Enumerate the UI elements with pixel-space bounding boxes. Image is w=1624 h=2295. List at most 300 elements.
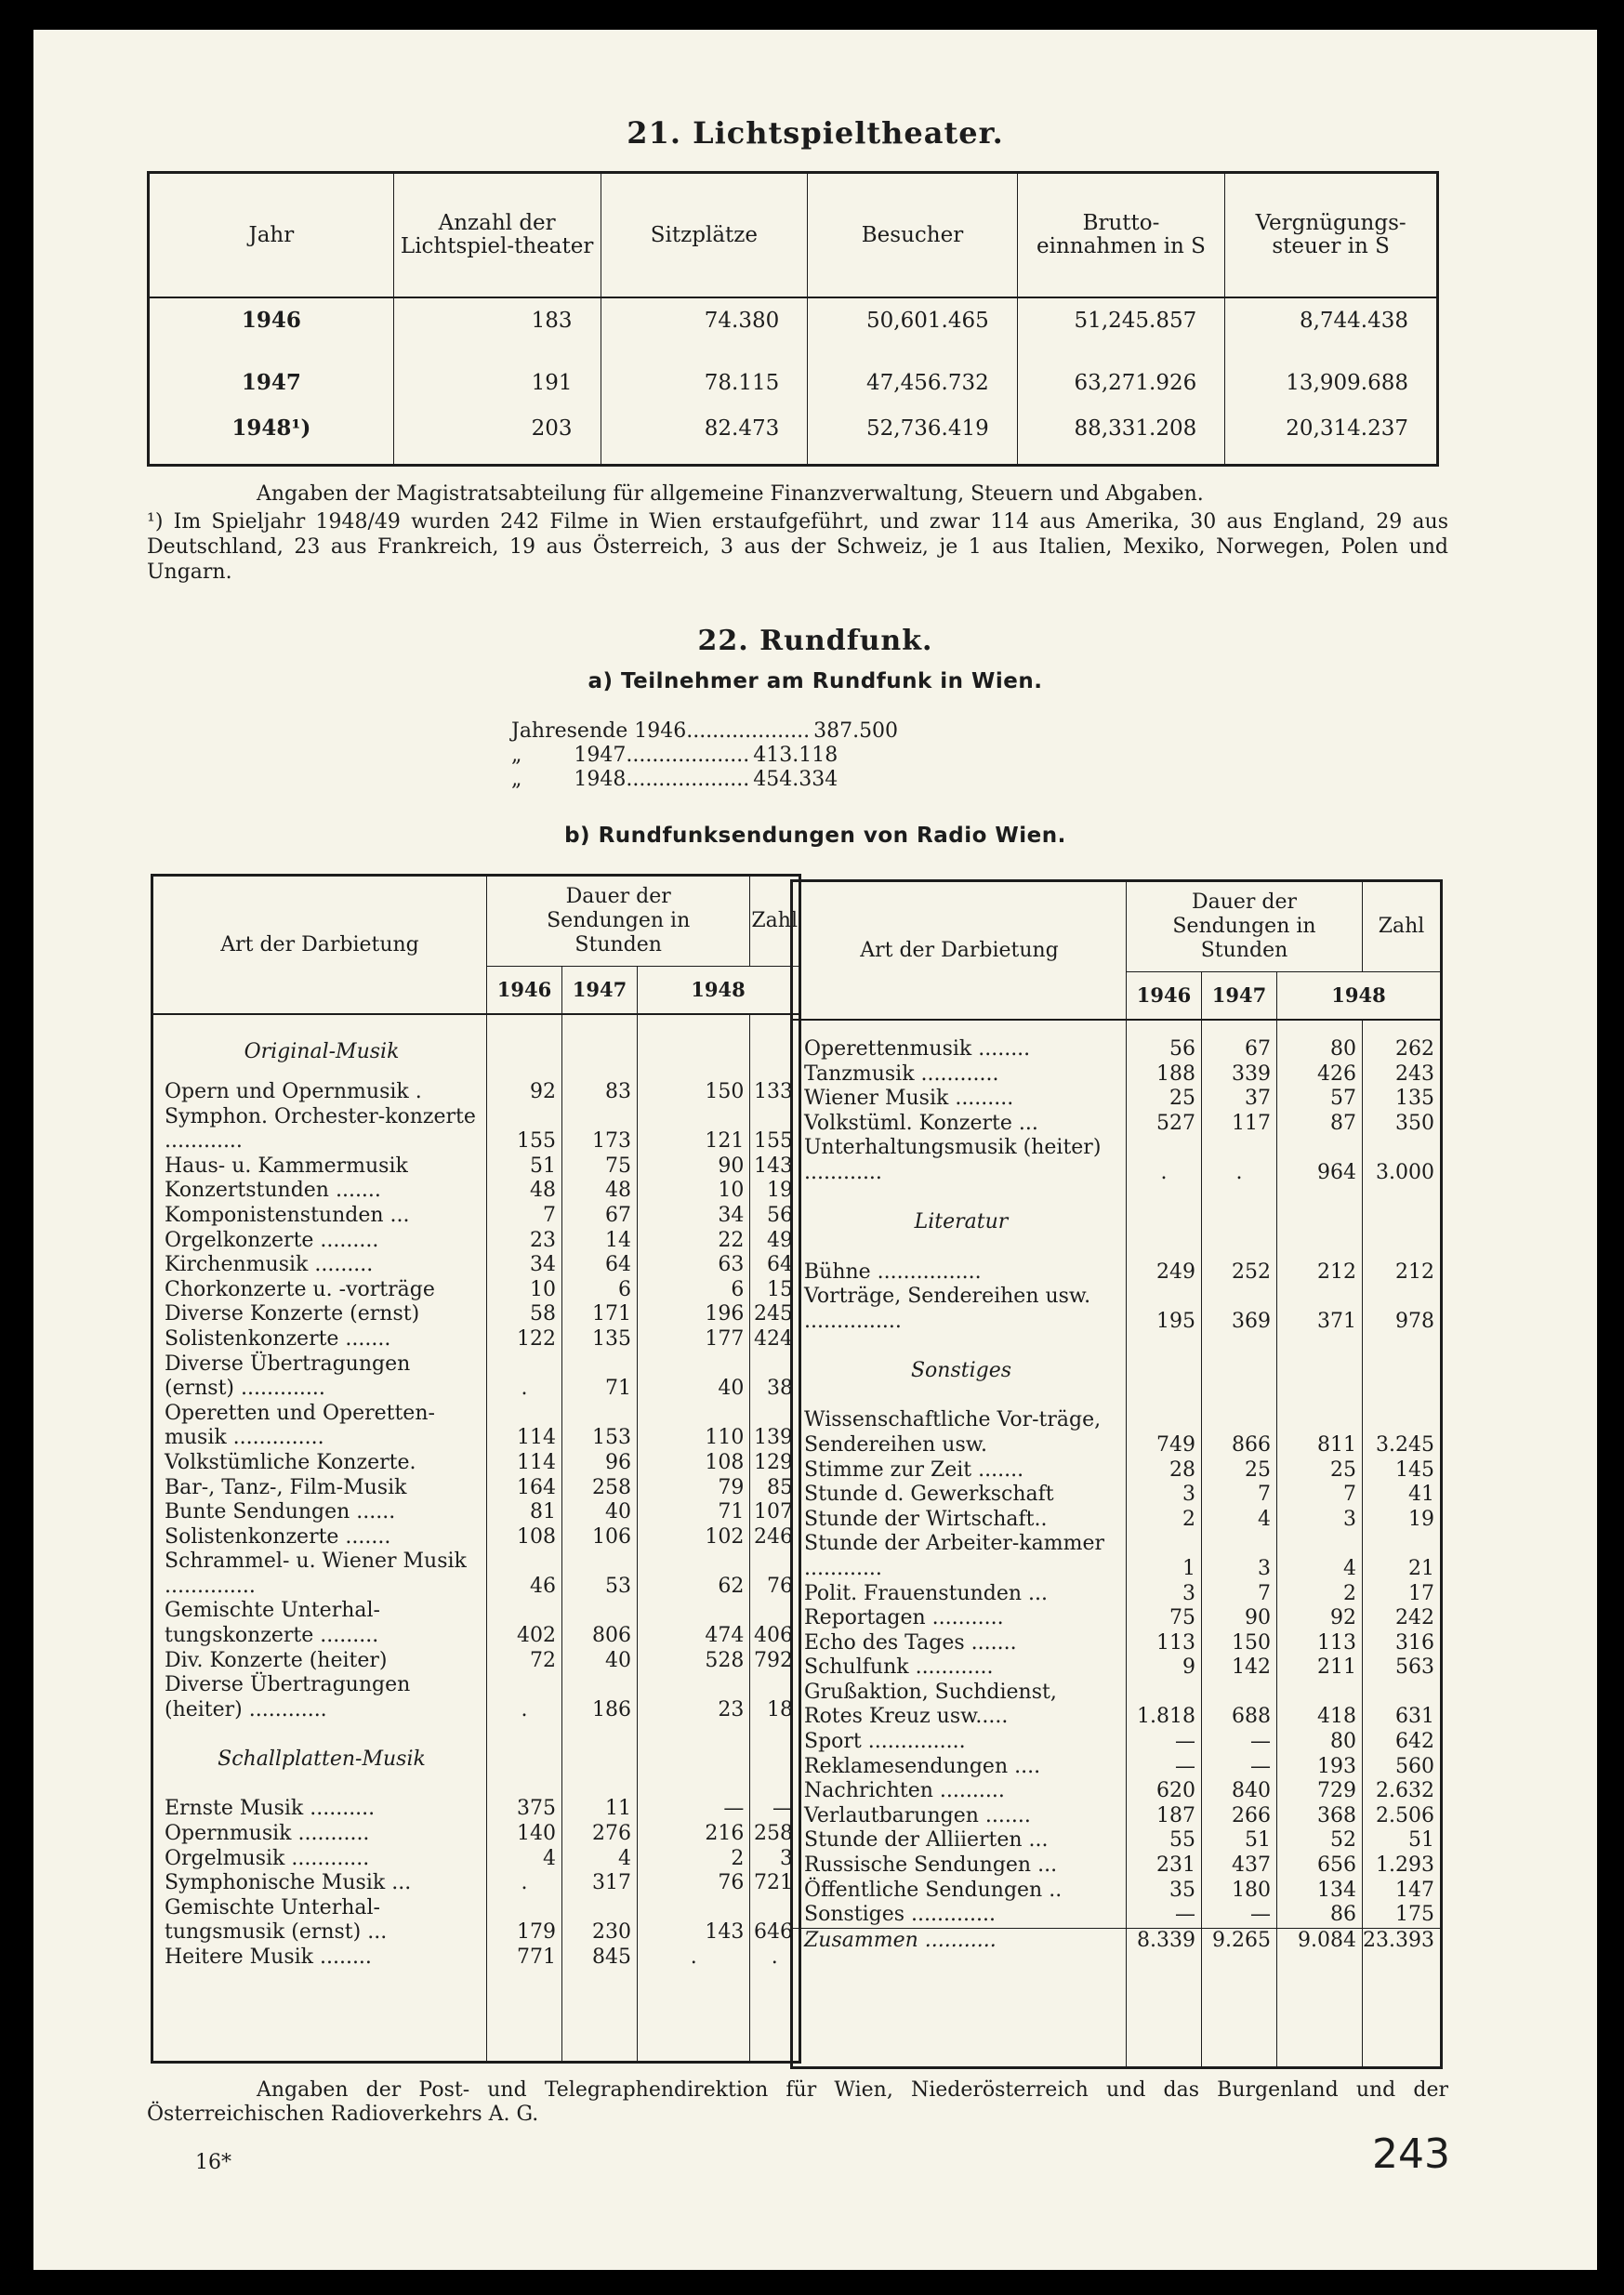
- value-cell: 806: [562, 1599, 638, 1648]
- value-cell: 371: [1277, 1285, 1363, 1334]
- row-label: Nachrichten ..........: [792, 1779, 1127, 1804]
- value-cell: 7: [1202, 1483, 1277, 1508]
- value-cell: 9: [1127, 1655, 1202, 1681]
- value-cell: 92: [1277, 1606, 1363, 1631]
- value-cell: 266: [1202, 1804, 1277, 1829]
- table-row: [152, 1253, 800, 1278]
- listener-label: „ 1948: [511, 768, 627, 791]
- year-header: 1946: [1127, 972, 1202, 1021]
- row-label: Div. Konzerte (heiter): [152, 1649, 487, 1674]
- spacer-cell: [1202, 1953, 1277, 2067]
- value-cell: 187: [1127, 1804, 1202, 1829]
- table-row: [792, 1755, 1442, 1780]
- value-cell: 23.393: [1363, 1928, 1434, 1952]
- empty-cell: [1277, 1186, 1363, 1260]
- value-cell: 375: [487, 1797, 562, 1822]
- row-label: Reportagen ...........: [792, 1606, 1127, 1631]
- table-row: [152, 1278, 800, 1303]
- table-row: [152, 1229, 800, 1254]
- value-cell: 4: [1277, 1532, 1363, 1581]
- value-cell: 25: [1202, 1458, 1277, 1484]
- value-cell: 193: [1277, 1755, 1363, 1780]
- spacer-cell: [792, 1020, 1127, 1037]
- value-cell: 180: [1202, 1879, 1277, 1904]
- section-22-source: Angaben der Post- und Telegraphendirektion für Wien, Niederösterreich und das Burgenland und der Österreichischen Radioverkehrs A. G.: [147, 2078, 1448, 2126]
- spacer-cell: [487, 1971, 562, 2063]
- row-label: Symphon. Orchester-konzerte ............: [152, 1105, 487, 1154]
- value-cell: 113: [1277, 1631, 1363, 1656]
- value-cell: 3: [1127, 1582, 1202, 1607]
- section-label: Original-Musik: [152, 1024, 487, 1080]
- page-number: 243: [1372, 2130, 1450, 2178]
- cinema-header-2: Sitzplätze: [601, 173, 808, 298]
- value-cell: 67: [1202, 1037, 1277, 1062]
- row-label: Wissenschaftliche Vor-träge, Sendereihen usw.: [792, 1408, 1127, 1457]
- value-cell: .: [487, 1352, 562, 1402]
- value-cell: 90: [638, 1154, 750, 1180]
- section-label: Literatur: [792, 1186, 1127, 1260]
- spacer-cell: [1202, 1020, 1277, 1037]
- empty-cell: [1277, 1334, 1363, 1408]
- value-cell: 3: [1202, 1532, 1277, 1581]
- cinema-header-4: Brutto-einnahmen in S: [1017, 173, 1225, 298]
- spacer-cell: [1127, 1953, 1202, 2067]
- value-cell: 2: [1127, 1508, 1202, 1533]
- row-label: Solistenkonzerte .......: [152, 1327, 487, 1352]
- value-cell: 258: [754, 1822, 793, 1846]
- row-label: Stunde der Alliierten ...: [792, 1828, 1127, 1853]
- section-row: [152, 1722, 800, 1797]
- row-label: Komponistenstunden ...: [152, 1204, 487, 1229]
- value-cell: 688: [1202, 1681, 1277, 1730]
- table-row: [792, 1655, 1442, 1681]
- table-row: [792, 1532, 1442, 1581]
- value-cell: 46: [487, 1550, 562, 1599]
- section-row: [152, 1024, 800, 1080]
- value-cell: 317: [562, 1871, 638, 1896]
- value-cell: 51: [487, 1154, 562, 1180]
- table-row: [792, 1458, 1442, 1484]
- row-label: Opern und Opernmusik .: [152, 1080, 487, 1105]
- row-label: Grußaktion, Suchdienst, Rotes Kreuz usw.....: [792, 1681, 1127, 1730]
- spacer-cell: [1225, 450, 1438, 465]
- row-label: Wiener Musik .........: [792, 1087, 1127, 1112]
- table-row: [792, 1730, 1442, 1755]
- value-cell: 25: [1127, 1087, 1202, 1112]
- header-row: [152, 876, 800, 967]
- broadcast-table-left: [151, 874, 801, 2064]
- value-cell: 2.506: [1376, 1803, 1434, 1827]
- value-cell: 563: [1395, 1655, 1434, 1680]
- value-cell: 9.265: [1202, 1928, 1277, 1953]
- table-row: [792, 1606, 1442, 1631]
- value-cell: 90: [1202, 1606, 1277, 1631]
- table-row: [792, 1037, 1442, 1062]
- value-cell: 3: [1127, 1483, 1202, 1508]
- value-cell: 729: [1277, 1779, 1363, 1804]
- table-row: [152, 1476, 800, 1501]
- table-row: [152, 1871, 800, 1896]
- value-cell: 110: [638, 1402, 750, 1451]
- empty-cell: [1127, 1334, 1202, 1408]
- value-cell: 78.115: [601, 342, 808, 406]
- value-cell: 106: [562, 1525, 638, 1550]
- value-cell: 96: [562, 1451, 638, 1476]
- value-cell: 34: [487, 1253, 562, 1278]
- row-label: Haus- u. Kammermusik: [152, 1154, 487, 1180]
- value-cell: 58: [487, 1302, 562, 1327]
- value-cell: 7: [1202, 1582, 1277, 1607]
- value-cell: 15: [767, 1277, 793, 1301]
- value-cell: .: [638, 1945, 750, 1971]
- table-row: [152, 1204, 800, 1229]
- row-label: Echo des Tages .......: [792, 1631, 1127, 1656]
- table-row: [152, 1105, 800, 1154]
- value-cell: 129: [754, 1450, 793, 1474]
- value-cell: 40: [562, 1500, 638, 1525]
- spacer-cell: [562, 1014, 638, 1024]
- zahl-header: Zahl: [1378, 915, 1425, 938]
- value-cell: 108: [638, 1451, 750, 1476]
- table-row: [149, 406, 1438, 450]
- table-row: [152, 1847, 800, 1872]
- row-label: Ernste Musik ..........: [152, 1797, 487, 1822]
- value-cell: 76: [767, 1574, 793, 1598]
- value-cell: 55: [1127, 1828, 1202, 1853]
- spacer-cell: [601, 450, 808, 465]
- value-cell: 3: [1277, 1508, 1363, 1533]
- value-cell: 87: [1277, 1112, 1363, 1137]
- table-row: [152, 1402, 800, 1451]
- value-cell: 71: [638, 1500, 750, 1525]
- listeners-subtitle: a) Teilnehmer am Rundfunk in Wien.: [588, 669, 1043, 693]
- empty-cell: [1363, 1186, 1442, 1260]
- value-cell: 28: [1127, 1458, 1202, 1484]
- table-row: [152, 1525, 800, 1550]
- empty-cell: [1202, 1186, 1277, 1260]
- row-label: Volkstümliche Konzerte.: [152, 1451, 487, 1476]
- value-cell: 88,331.208: [1017, 406, 1225, 450]
- value-cell: 25: [1277, 1458, 1363, 1484]
- value-cell: 51: [1408, 1828, 1434, 1853]
- row-label: Vorträge, Sendereihen usw. ...............: [792, 1285, 1127, 1334]
- page: [33, 30, 1597, 2270]
- value-cell: 3: [780, 1846, 793, 1870]
- value-cell: 186: [562, 1673, 638, 1722]
- value-cell: 135: [1395, 1087, 1434, 1111]
- value-cell: 64: [562, 1253, 638, 1278]
- listener-label: „ 1947: [511, 744, 627, 767]
- value-cell: 145: [1395, 1457, 1434, 1482]
- table-row: [792, 1112, 1442, 1137]
- spacer-row: [792, 1953, 1442, 2067]
- table-row: [792, 1779, 1442, 1804]
- value-cell: 56: [1127, 1037, 1202, 1062]
- value-cell: 258: [562, 1476, 638, 1501]
- table-row: [792, 1483, 1442, 1508]
- spacer-cell: [149, 450, 394, 465]
- value-cell: 8,744.438: [1299, 308, 1408, 333]
- value-cell: 64: [767, 1253, 793, 1277]
- value-cell: 117: [1202, 1112, 1277, 1137]
- value-cell: 18: [767, 1697, 793, 1721]
- value-cell: 113: [1127, 1631, 1202, 1656]
- empty-cell: [638, 1024, 750, 1080]
- row-label: Schulfunk ............: [792, 1655, 1127, 1681]
- list-item: [511, 768, 1162, 792]
- spacer-row: [152, 1014, 800, 1024]
- value-cell: 4: [562, 1847, 638, 1872]
- value-cell: 143: [638, 1896, 750, 1945]
- value-cell: 133: [754, 1080, 793, 1103]
- value-cell: 1.293: [1376, 1853, 1434, 1878]
- spacer-cell: [152, 1971, 487, 2063]
- art-header: Art der Darbietung: [152, 876, 487, 1015]
- row-label: Bunte Sendungen ......: [152, 1500, 487, 1525]
- value-cell: 17: [1408, 1581, 1434, 1605]
- year-header: 1948: [1277, 972, 1442, 1021]
- row-label: Heitere Musik ........: [152, 1945, 487, 1971]
- listener-dots: ...................: [686, 719, 811, 743]
- value-cell: .: [771, 1945, 778, 1969]
- cinema-header-0: Jahr: [149, 173, 394, 298]
- spacer-cell: [152, 1014, 487, 1024]
- spacer-row: [152, 1971, 800, 2063]
- value-cell: 262: [1395, 1037, 1434, 1061]
- value-cell: 150: [1202, 1631, 1277, 1656]
- empty-cell: [1127, 1186, 1202, 1260]
- cinema-header-1: Anzahl der Lichtspiel-theater: [393, 173, 601, 298]
- broadcasts-subtitle: b) Rundfunksendungen von Radio Wien.: [564, 824, 1066, 848]
- value-cell: —: [1127, 1730, 1202, 1755]
- value-cell: 52,736.419: [808, 406, 1017, 450]
- row-label: Bühne ................: [792, 1260, 1127, 1286]
- section-21-title: 21. Lichtspieltheater.: [627, 115, 1004, 151]
- value-cell: .: [1202, 1136, 1277, 1185]
- value-cell: 34: [638, 1204, 750, 1229]
- value-cell: 122: [487, 1327, 562, 1352]
- value-cell: 402: [487, 1599, 562, 1648]
- value-cell: 646: [754, 1920, 793, 1945]
- empty-cell: [487, 1722, 562, 1797]
- row-label: Diverse Übertragungen (ernst) .............: [152, 1352, 487, 1402]
- value-cell: 135: [562, 1327, 638, 1352]
- table-row: [149, 297, 1438, 342]
- row-label: Orgelmusik ............: [152, 1847, 487, 1872]
- table-row: [152, 1550, 800, 1599]
- value-cell: 177: [638, 1327, 750, 1352]
- row-label: Operettenmusik ........: [792, 1037, 1127, 1062]
- value-cell: 164: [487, 1476, 562, 1501]
- row-label: Verlautbarungen .......: [792, 1804, 1127, 1829]
- value-cell: 631: [1395, 1705, 1434, 1729]
- value-cell: 527: [1127, 1112, 1202, 1137]
- table-row: [792, 1285, 1442, 1334]
- row-label: Stunde d. Gewerkschaft: [792, 1483, 1127, 1508]
- value-cell: 243: [1395, 1062, 1434, 1086]
- value-cell: 528: [638, 1649, 750, 1674]
- row-label: Unterhaltungsmusik (heiter) ............: [792, 1136, 1127, 1185]
- value-cell: 424: [754, 1326, 793, 1351]
- year-header: 1947: [1202, 972, 1277, 1021]
- value-cell: 1: [1127, 1532, 1202, 1581]
- value-cell: 63: [638, 1253, 750, 1278]
- value-cell: 173: [562, 1105, 638, 1154]
- year-header: 1948: [638, 967, 800, 1015]
- spacer-cell: [1277, 1953, 1363, 2067]
- value-cell: 72: [487, 1649, 562, 1674]
- row-label: Reklamesendungen ....: [792, 1755, 1127, 1780]
- row-label: Russische Sendungen ...: [792, 1853, 1127, 1879]
- section-label: Schallplatten-Musik: [152, 1722, 487, 1797]
- empty-cell: [1202, 1334, 1277, 1408]
- value-cell: 811: [1277, 1408, 1363, 1457]
- row-label: Chorkonzerte u. -vorträge: [152, 1278, 487, 1303]
- value-cell: 23: [638, 1673, 750, 1722]
- table-row: [792, 1582, 1442, 1607]
- value-cell: 245: [754, 1302, 793, 1326]
- year-cell: 1948¹): [149, 406, 394, 450]
- year-header: 1947: [562, 967, 638, 1015]
- value-cell: 276: [562, 1822, 638, 1847]
- value-cell: 153: [562, 1402, 638, 1451]
- value-cell: 6: [562, 1278, 638, 1303]
- table-row: [792, 1828, 1442, 1853]
- value-cell: 50,601.465: [808, 297, 1017, 342]
- spacer-row: [792, 1020, 1442, 1037]
- table-row: [152, 1599, 800, 1648]
- value-cell: 216: [638, 1822, 750, 1847]
- value-cell: 4: [1202, 1508, 1277, 1533]
- value-cell: 14: [562, 1229, 638, 1254]
- value-cell: 749: [1127, 1408, 1202, 1457]
- table-row: [792, 1879, 1442, 1904]
- spacer-cell: [562, 1971, 638, 2063]
- table-row: [792, 1260, 1442, 1286]
- listener-value: 387.500: [813, 719, 899, 743]
- table-row: [792, 1508, 1442, 1533]
- value-cell: 19: [767, 1179, 793, 1203]
- table-row: [792, 1928, 1442, 1953]
- value-cell: 52: [1277, 1828, 1363, 1853]
- value-cell: 147: [1395, 1878, 1434, 1902]
- spacer-cell: [638, 1971, 750, 2063]
- value-cell: 114: [487, 1402, 562, 1451]
- value-cell: 76: [638, 1871, 750, 1896]
- year-header: 1946: [487, 967, 562, 1015]
- table-row: [792, 1853, 1442, 1879]
- value-cell: 191: [393, 342, 601, 406]
- spacer-row: [149, 450, 1438, 465]
- value-cell: 211: [1277, 1655, 1363, 1681]
- value-cell: 771: [487, 1945, 562, 1971]
- row-label: Gemischte Unterhal-tungskonzerte .........: [152, 1599, 487, 1648]
- value-cell: 246: [754, 1524, 793, 1549]
- row-label: Solistenkonzerte .......: [152, 1525, 487, 1550]
- value-cell: 56: [767, 1203, 793, 1227]
- value-cell: 203: [393, 406, 601, 450]
- value-cell: 63,271.926: [1017, 342, 1225, 406]
- row-label: Opernmusik ...........: [152, 1822, 487, 1847]
- value-cell: 155: [487, 1105, 562, 1154]
- row-label: Diverse Konzerte (ernst): [152, 1302, 487, 1327]
- value-cell: 81: [487, 1500, 562, 1525]
- table-row: [792, 1136, 1442, 1185]
- row-label: Sport ...............: [792, 1730, 1127, 1755]
- value-cell: 10: [487, 1278, 562, 1303]
- year-cell: 1947: [149, 342, 394, 406]
- value-cell: 7: [487, 1204, 562, 1229]
- table-row: [792, 1631, 1442, 1656]
- value-cell: 150: [638, 1080, 750, 1105]
- value-cell: 3.000: [1376, 1160, 1434, 1184]
- value-cell: 21: [1408, 1556, 1434, 1580]
- listener-dots: ...................: [626, 744, 750, 767]
- value-cell: 195: [1127, 1285, 1202, 1334]
- section-label: Sonstiges: [792, 1334, 1127, 1408]
- year-cell: 1946: [149, 297, 394, 342]
- header-row: [792, 881, 1442, 972]
- value-cell: —: [1127, 1903, 1202, 1928]
- value-cell: 75: [562, 1154, 638, 1180]
- value-cell: 6: [638, 1278, 750, 1303]
- table-row: [152, 1500, 800, 1525]
- table-row: [152, 1302, 800, 1327]
- table-row: [152, 1822, 800, 1847]
- section-row: [792, 1186, 1442, 1260]
- value-cell: 71: [562, 1352, 638, 1402]
- table-row: [152, 1352, 800, 1402]
- value-cell: 80: [1277, 1730, 1363, 1755]
- value-cell: 121: [638, 1105, 750, 1154]
- value-cell: 7: [1277, 1483, 1363, 1508]
- spacer-cell: [1277, 1020, 1363, 1037]
- value-cell: 866: [1202, 1408, 1277, 1457]
- broadcast-table-right: [790, 879, 1443, 2069]
- table-row: [792, 1408, 1442, 1457]
- art-header: Art der Darbietung: [792, 881, 1127, 1021]
- table-row: [149, 342, 1438, 406]
- value-cell: 339: [1202, 1062, 1277, 1088]
- value-cell: 67: [562, 1204, 638, 1229]
- value-cell: 437: [1202, 1853, 1277, 1879]
- spacer-cell: [1127, 1020, 1202, 1037]
- value-cell: 212: [1395, 1260, 1434, 1284]
- value-cell: 11: [562, 1797, 638, 1822]
- value-cell: 188: [1127, 1062, 1202, 1088]
- value-cell: 230: [562, 1896, 638, 1945]
- value-cell: 2.632: [1376, 1779, 1434, 1803]
- table-row: [152, 1945, 800, 1971]
- row-label: Stunde der Wirtschaft..: [792, 1508, 1127, 1533]
- cinema-header-5: Vergnügungs-steuer in S: [1225, 173, 1438, 298]
- value-cell: 142: [1202, 1655, 1277, 1681]
- row-label: Symphonische Musik ...: [152, 1871, 487, 1896]
- value-cell: 20,314.237: [1286, 415, 1408, 441]
- dauer-header: Dauer der Sendungen in Stunden: [487, 876, 750, 967]
- listener-dots: ...................: [626, 768, 750, 791]
- row-label: Gemischte Unterhal-tungsmusik (ernst) ...: [152, 1896, 487, 1945]
- value-cell: 792: [754, 1648, 793, 1672]
- table-row: [152, 1451, 800, 1476]
- spacer-cell: [638, 1014, 750, 1024]
- value-cell: 845: [562, 1945, 638, 1971]
- value-cell: 840: [1202, 1779, 1277, 1804]
- table-row: [792, 1062, 1442, 1088]
- listener-label: Jahresende 1946: [511, 719, 687, 743]
- value-cell: 316: [1395, 1630, 1434, 1655]
- value-cell: 231: [1127, 1853, 1202, 1879]
